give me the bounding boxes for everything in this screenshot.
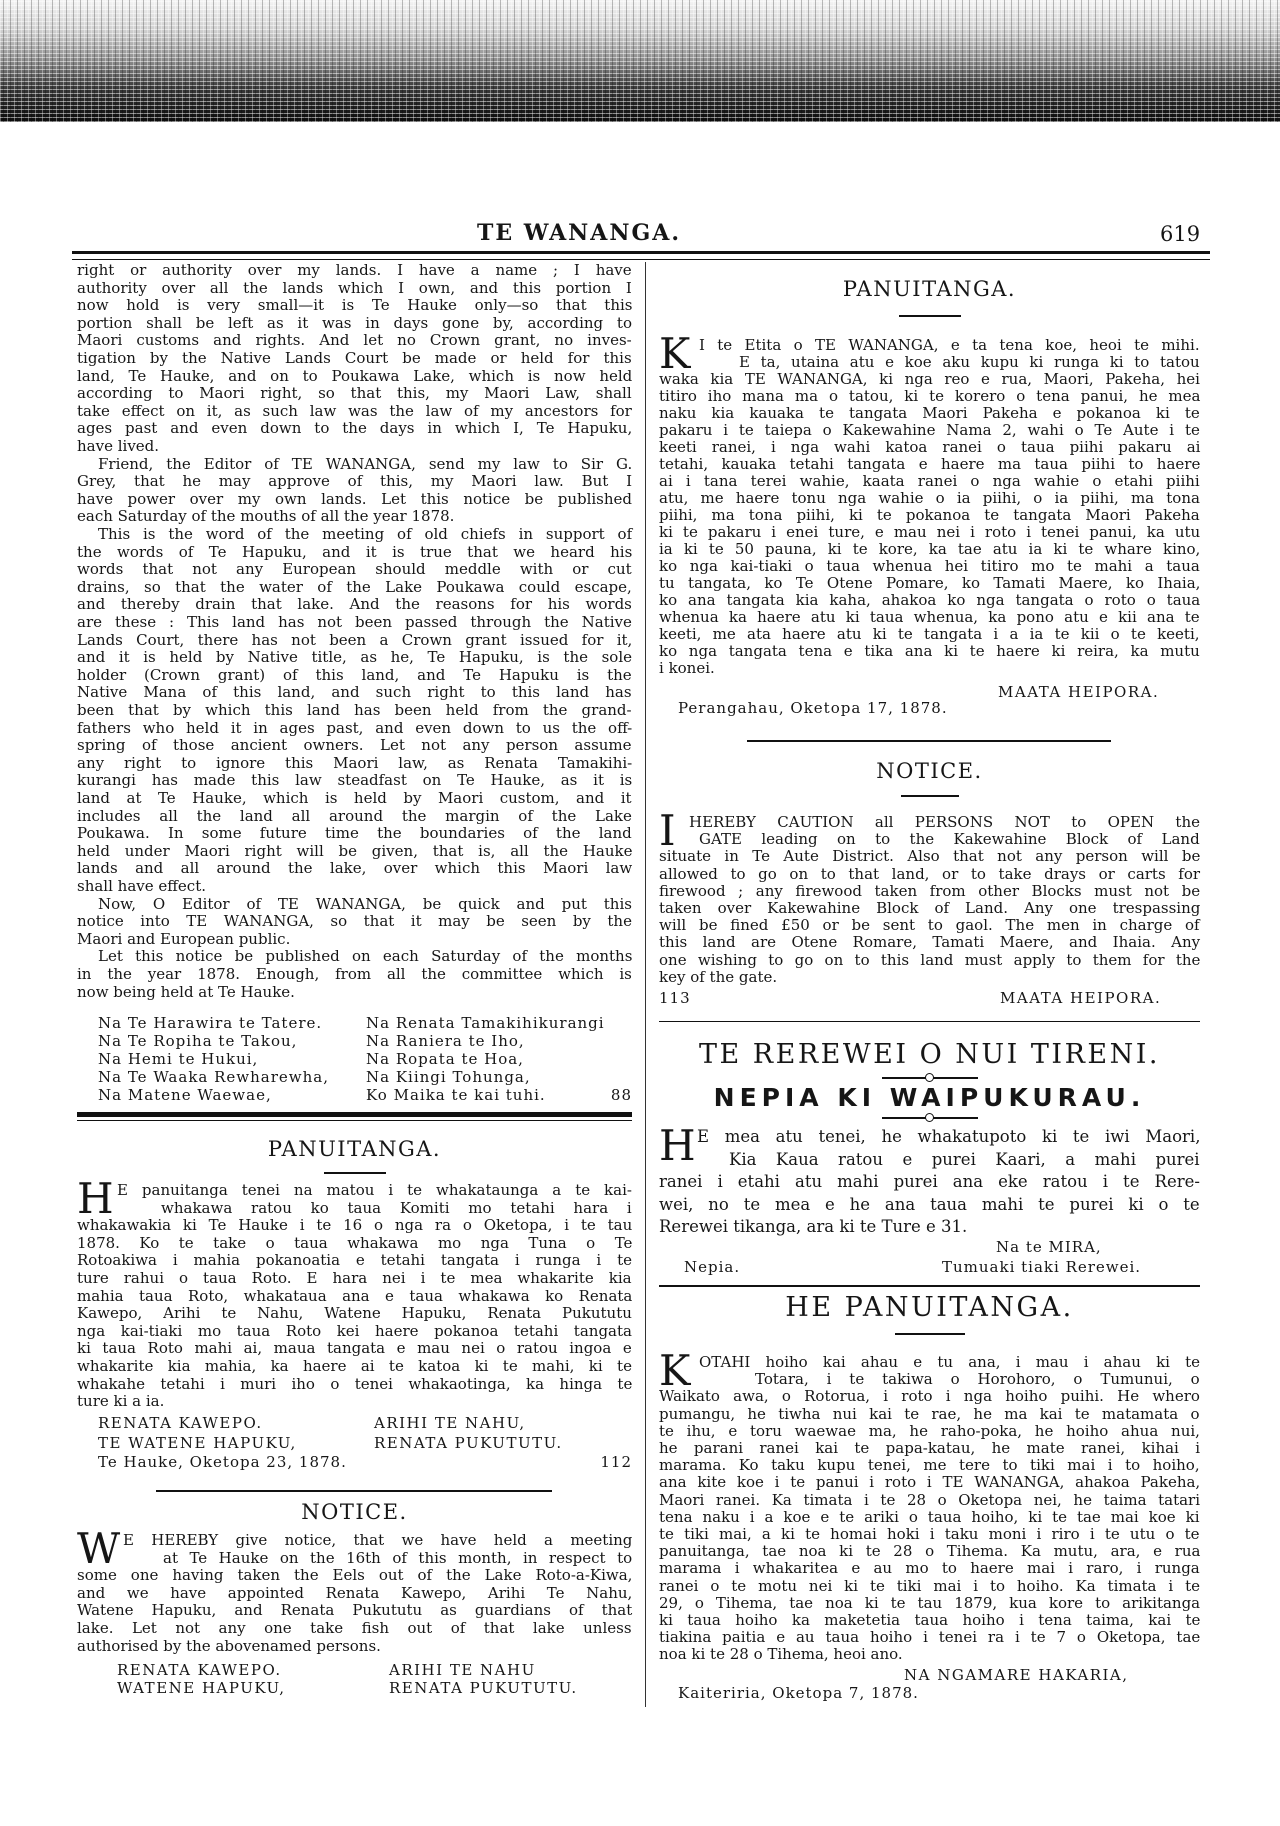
signature-name: Na Hemi te Hukui, bbox=[98, 1050, 259, 1068]
text-line-content: each Saturday of the mouths of all the year 1878. bbox=[77, 507, 455, 526]
text-line-content: portion shall be left as it was in days gone by, according to bbox=[77, 313, 632, 332]
text-line bbox=[729, 1150, 1200, 1170]
text-line-content: ki taua Roto mahi ai, maua tangata e mau nei o ratou ingoa e bbox=[77, 1339, 632, 1358]
text-line-content: GATE leading on to the Kakewahine Block of Land bbox=[699, 830, 1200, 849]
text-line-content: OTAHI hoiho kai ahau e tu ana, i mau i ahau ki te bbox=[699, 1353, 1201, 1371]
text-line-content: in the year 1878. Enough, from all the committee which is bbox=[77, 965, 632, 983]
text-line-content: been that by which this land has been held from the grand- bbox=[77, 701, 632, 719]
signature-name: TE WATENE HAPUKU, bbox=[98, 1434, 297, 1452]
text-line-content: lands and all around the lake, over which this Maori law bbox=[77, 859, 633, 878]
signature-name: WATENE HAPUKU, bbox=[117, 1679, 286, 1697]
text-line-content: Kawepo, Arihi te Nahu, Watene Hapuku, Renata Pukututu bbox=[77, 1304, 632, 1323]
he-panuitanga-heading: HE PANUITANGA. bbox=[785, 1292, 1074, 1323]
place-date: Perangahau, Oketopa 17, 1878. bbox=[678, 699, 948, 717]
text-line-content: Grey, that he may approve of this, my Maori law. But I bbox=[77, 472, 633, 491]
signature-name: RENATA PUKUTUTU. bbox=[389, 1679, 578, 1697]
heading-underline bbox=[901, 795, 959, 797]
text-line-content: te tiki mai, a ki te homai hoki i taku moni i riro i te utu o te bbox=[659, 1525, 1200, 1543]
text-line-content: 1878. Ko te take o taua whakawa mo nga Tuna o Te bbox=[77, 1233, 633, 1252]
text-line-content: whakahe tetahi i muri iho o tenei whakaotinga, ka hinga te bbox=[77, 1374, 633, 1393]
text-line-content: lake. Let not any one take fish out of that lake unless bbox=[77, 1619, 632, 1637]
signature-name: Na Ropata te Hoa, bbox=[366, 1050, 524, 1068]
text-line-content: This is the word of the meeting of old chiefs in support of bbox=[98, 525, 633, 543]
text-line bbox=[697, 1127, 1200, 1147]
place-date: Kaiteriria, Oketopa 7, 1878. bbox=[678, 1684, 919, 1702]
text-line-content: right or authority over my lands. I have a name ; I have bbox=[77, 261, 632, 279]
signature-name: RENATA KAWEPO. bbox=[98, 1414, 263, 1432]
text-line-content: marama i whakaritea e au mo to haere mai i raro, i runga bbox=[659, 1559, 1200, 1578]
signature-name: Na Te Ropiha te Takou, bbox=[98, 1032, 298, 1050]
text-line-content: keeti ranei, i nga wahi katoa ranei o taua piihi pakaru ai bbox=[659, 438, 1201, 456]
section-rule bbox=[156, 1490, 552, 1492]
text-line-content: authorised by the abovenamed persons. bbox=[77, 1636, 381, 1655]
text-line-content: at Te Hauke on the 16th of this month, in respect to bbox=[163, 1548, 633, 1567]
signature-name: NA NGAMARE HAKARIA, bbox=[904, 1666, 1129, 1684]
text-line-content: tigation by the Native Lands Court be made or held for this bbox=[77, 349, 632, 367]
header-rule-thick bbox=[72, 251, 1210, 254]
text-line bbox=[77, 1636, 632, 1656]
text-line-content: he parani ranei kai te papa-katau, he mate ranei, kihai i bbox=[659, 1439, 1201, 1457]
ad-number: 88 bbox=[610, 1086, 632, 1104]
text-line-content: E panuitanga tenei na matou i te whakataunga a te kai- bbox=[117, 1181, 632, 1199]
text-line-content: Rerewei tikanga, ara ki te Ture e 31. bbox=[659, 1217, 968, 1236]
section-rule bbox=[659, 1285, 1200, 1287]
heading-underline bbox=[895, 1333, 965, 1335]
panuitanga-heading: PANUITANGA. bbox=[842, 277, 1017, 301]
text-line-content: Totara, i te takiwa o Horohoro, o Tumunui, o bbox=[755, 1370, 1200, 1389]
text-line-content: ia ki te 50 pauna, ki te kore, ka tae atu ia ki te whare kino, bbox=[659, 540, 1201, 558]
signature-name: RENATA KAWEPO. bbox=[117, 1661, 282, 1679]
signature-name: ARIHI TE NAHU, bbox=[374, 1414, 526, 1432]
text-line-content: situate in Te Aute District. Also that not any person will be bbox=[659, 847, 1201, 866]
section-rule-thin bbox=[77, 1120, 632, 1121]
text-line-content: taken over Kakewahine Block of Land. Any one trespassing bbox=[659, 899, 1201, 917]
signature-name: MAATA HEIPORA. bbox=[1000, 989, 1162, 1007]
text-line-content: Friend, the Editor of TE WANANGA, send my law to Sir G. bbox=[98, 454, 633, 473]
text-line-content: ages past and even down to the days in which I, Te Hapuku, bbox=[77, 419, 633, 438]
text-line-content: Lands Court, there has not been a Crown grant issued for it, bbox=[77, 630, 633, 649]
text-line-content: this land are Otene Romare, Tamati Maere, and Ihaia. Any bbox=[659, 933, 1201, 952]
text-line-content: noa ki te 28 o Tihema, heoi ano. bbox=[659, 1645, 903, 1664]
text-line-content: have lived. bbox=[77, 437, 160, 455]
text-line-content: keeti, me ata haere atu ki te tangata i a ia te kii o te keeti, bbox=[659, 625, 1200, 643]
signature-name: Na Renata Tamakihikurangi bbox=[366, 1014, 605, 1032]
text-line-content: shall have effect. bbox=[77, 877, 206, 895]
text-line-content: panuitanga, tae noa ki te 28 o Tihema. Ka mutu, ara, e rua bbox=[659, 1542, 1201, 1561]
text-line-content: Now, O Editor of TE WANANGA, be quick and put this bbox=[98, 894, 632, 913]
drop-cap: H bbox=[659, 1121, 696, 1170]
rerewei-subheading: NEPIA KI WAIPUKURAU. bbox=[713, 1083, 1146, 1112]
drop-cap: K bbox=[659, 329, 691, 378]
section-rule bbox=[747, 740, 1111, 742]
signature-name: MAATA HEIPORA. bbox=[998, 683, 1160, 701]
text-line-content: the words of Te Hapuku, and it is true that we heard his bbox=[77, 542, 633, 561]
ornament-circle bbox=[925, 1113, 934, 1122]
column-divider bbox=[645, 262, 646, 1707]
text-line-content: whakawakia ki Te Hauke i te 16 o nga ra o Oketopa, i te tau bbox=[77, 1216, 633, 1235]
text-line-content: now being held at Te Hauke. bbox=[77, 982, 295, 1001]
drop-cap: H bbox=[77, 1174, 114, 1223]
text-line-content: Watene Hapuku, and Renata Pukututu as guardians of that bbox=[77, 1601, 633, 1620]
text-line bbox=[659, 1217, 1200, 1237]
text-line-content: land at Te Hauke, which is held by Maori custom, and it bbox=[77, 789, 632, 807]
signature-name: RENATA PUKUTUTU. bbox=[374, 1434, 563, 1452]
text-line-content: key of the gate. bbox=[659, 967, 778, 986]
text-line bbox=[659, 1195, 1200, 1215]
heading-underline bbox=[899, 315, 961, 317]
ornament-rule bbox=[882, 1073, 978, 1082]
signature-name: Ko Maika te kai tuhi. bbox=[366, 1086, 546, 1104]
text-line-content: nga kai-tiaki mo taua Roto kei haere pokanoa tetahi tangata bbox=[77, 1321, 632, 1340]
text-line-content: tiakina paitia e au taua hoiho i tenei ra i te 7 o Oketopa, tae bbox=[659, 1628, 1201, 1647]
text-line-content: Maori ranei. Ka timata i te 28 o Oketopa nei, he taima tatari bbox=[659, 1490, 1201, 1509]
text-line-content: some one having taken the Eels out of the Lake Roto-a-Kiwa, bbox=[77, 1566, 633, 1585]
text-line-content: held under Maori right will be given, that is, all the Hauke bbox=[77, 841, 633, 860]
text-line-content: E ta, utaina atu e koe aku kupu ki runga ki to tatou bbox=[739, 353, 1200, 371]
text-line-content: pumangu, he tiwha nui kai te rae, he ma kai te matamata o bbox=[659, 1404, 1200, 1423]
text-line bbox=[77, 1391, 632, 1411]
panuitanga-heading: PANUITANGA. bbox=[267, 1137, 442, 1161]
text-line-content: tena naku i a koe e te ariki o taua hoiho, ki te tae mai koe ki bbox=[659, 1507, 1200, 1526]
text-line-content: atu, me haere tonu nga wahie o ia piihi, o ia piihi, ma tona bbox=[659, 489, 1200, 507]
drop-cap: I bbox=[659, 806, 676, 855]
text-line-content: according to Maori right, so that this, my Maori Law, shall bbox=[77, 384, 632, 403]
signature-name: Na Matene Waewae, bbox=[98, 1086, 272, 1104]
text-line-content: whakawa ratou ko taua Komiti mo tetahi hara i bbox=[161, 1198, 632, 1217]
text-line-content: and it is held by Native title, as he, Te Hapuku, is the sole bbox=[77, 648, 632, 667]
text-line-content: whakarite kia mahia, ka haere ai te katoa ki te mahi, ki te bbox=[77, 1357, 632, 1375]
text-line-content: authority over all the lands which I own, and this portion I bbox=[77, 278, 632, 297]
text-line-content: 29, o Tihema, tae noa ki te tau 1879, kua kore to arikitanga bbox=[659, 1593, 1201, 1612]
page-number: 619 bbox=[1160, 222, 1201, 246]
text-line-content: tu tangata, ko Te Otene Pomare, ko Tamati Maere, ko Ihaia, bbox=[659, 574, 1201, 592]
text-line-content: E mea atu tenei, he whakatupoto ki te iwi Maori, bbox=[697, 1127, 1201, 1146]
text-line-content: titiro iho mana ma o tatou, ki te korero o tena panui, he mea bbox=[659, 387, 1201, 405]
text-line-content: ko nga kai-tiaki o taua whenua hei titiro mo te mahi a taua bbox=[659, 557, 1200, 575]
notice-heading: NOTICE. bbox=[301, 1500, 408, 1524]
text-line-content: E HEREBY give notice, that we have held a meeting bbox=[123, 1531, 633, 1549]
ornament-rule bbox=[882, 1113, 978, 1122]
text-line-content: Poukawa. In some future time the boundaries of the land bbox=[77, 824, 632, 843]
text-line-content: ki taua hoiho ka maketetia taua hoiho i tena taima, kai te bbox=[659, 1611, 1201, 1629]
ad-number: 113 bbox=[659, 989, 691, 1007]
text-line-content: notice into TE WANANGA, so that it may be seen by the bbox=[77, 912, 632, 931]
section-rule-thick bbox=[77, 1112, 632, 1117]
rerewei-heading: TE REREWEI O NUI TIRENI. bbox=[698, 1039, 1161, 1070]
text-line-content: te ihu, e toru waewae ma, he raho-poka, he hoiho ahua nui, bbox=[659, 1421, 1200, 1440]
text-line bbox=[77, 982, 632, 1002]
text-line-content: mahia taua Roto, whakataua ana e taua whakawa ko Renata bbox=[77, 1286, 633, 1305]
text-line-content: naku kia kauaka te tangata Maori Pakeha e pokanoa ki te bbox=[659, 404, 1200, 422]
text-line-content: i konei. bbox=[659, 659, 715, 677]
text-line-content: Kia Kaua ratou e purei Kaari, a mahi purei bbox=[729, 1149, 1200, 1169]
text-line-content: take effect on it, as such law was the law of my ancestors for bbox=[77, 401, 632, 420]
text-line-content: spring of those ancient owners. Let not any person assume bbox=[77, 736, 632, 755]
text-line-content: ko nga tangata tena e tika ana ki te haere ki reira, ka mutu bbox=[659, 642, 1200, 660]
text-line-content: whenua ka haere atu ki taua whenua, ka pono atu e kii ana te bbox=[659, 608, 1200, 626]
text-line-content: Rotoakiwa i mahia pokanoatia e tetahi tangata i runga i te bbox=[77, 1251, 633, 1270]
text-line bbox=[659, 1644, 1200, 1664]
text-line-content: now hold is very small—it is Te Hauke only—so that this bbox=[77, 296, 633, 315]
text-line-content: allowed to go on to that land, or to take drays or carts for bbox=[659, 864, 1201, 883]
text-line-content: marama. Ko taku kupu tenei, me tere to tiki mai i to hoiho, bbox=[659, 1456, 1200, 1475]
notice-heading: NOTICE. bbox=[876, 759, 983, 783]
text-line-content: one wishing to go on to this land must apply to them for the bbox=[659, 950, 1201, 969]
text-line-content: ture rahui o taua Roto. E hara nei i te mea whakarite kia bbox=[77, 1269, 632, 1287]
text-line-content: Native Mana of this land, and such right to this land has bbox=[77, 683, 632, 702]
text-line-content: Maori and European public. bbox=[77, 929, 291, 948]
text-line-content: any right to ignore this Maori law, as Renata Tamakihi- bbox=[77, 753, 633, 772]
signature-name: ARIHI TE NAHU bbox=[389, 1661, 536, 1679]
text-line-content: ranei i etahi atu mahi purei ana eke ratou i te Rere- bbox=[659, 1172, 1200, 1191]
text-line-content: tetahi, kauaka tetahi tangata e haere ma taua piihi to haere bbox=[659, 455, 1201, 473]
text-line bbox=[659, 1172, 1200, 1192]
text-line bbox=[659, 658, 1200, 678]
text-line-content: ko ana tangata kia kaha, ahakoa ko nga tangata o roto o taua bbox=[659, 591, 1201, 609]
signature-name: Na Te Waaka Rewharewha, bbox=[98, 1068, 329, 1086]
signature-name: Na Raniera te Iho, bbox=[366, 1032, 525, 1050]
ad-number: 112 bbox=[600, 1453, 632, 1471]
ornament-circle bbox=[925, 1073, 934, 1082]
signature-title: Tumuaki tiaki Rerewei. bbox=[942, 1258, 1142, 1276]
text-line-content: wei, no te mea e he ana taua mahi te purei ki o te bbox=[659, 1194, 1200, 1214]
text-line-content: ture ki a ia. bbox=[77, 1392, 165, 1411]
text-line-content: I te Etita o TE WANANGA, e ta tena koe, heoi te mihi. bbox=[699, 336, 1200, 354]
scan-noise-band bbox=[0, 0, 1280, 122]
drop-cap: W bbox=[77, 1524, 121, 1573]
text-line-content: ai i tana terei wahie, kaata ranei o nga wahie o etahi piihi bbox=[659, 472, 1200, 490]
text-line-content: drains, so that the water of the Lake Poukawa could escape, bbox=[77, 577, 632, 596]
text-line-content: words that not any European should meddle with or cut bbox=[77, 560, 632, 579]
text-line-content: kurangi has made this law steadfast on Te Hauke, as it is bbox=[77, 771, 633, 790]
signature-name: Na Kiingi Tohunga, bbox=[366, 1068, 531, 1086]
text-line-content: ana kite koe i te panui i roto i TE WANANGA, ahakoa Pakeha, bbox=[659, 1473, 1201, 1492]
place: Nepia. bbox=[684, 1258, 741, 1276]
text-line-content: piihi, ma tona piihi, ki te pokanoa te tangata Maori Pakeha bbox=[659, 506, 1200, 524]
masthead-title: TE WANANGA. bbox=[477, 220, 681, 246]
text-line-content: fathers who held it in ages past, and even down to us the off- bbox=[77, 718, 633, 737]
text-line-content: includes all the land all around the margin of the Lake bbox=[77, 806, 632, 825]
text-line-content: ranei o te motu nei ki te tiki mai i to hoiho. Ka timata i te bbox=[659, 1576, 1201, 1595]
text-line-content: Waikato awa, o Rotorua, i roto i nga hoiho puihi. He whero bbox=[659, 1387, 1200, 1406]
text-line-content: are these : This land has not been passed through the Native bbox=[77, 613, 632, 631]
signature-name: Na te MIRA, bbox=[996, 1238, 1102, 1256]
text-line-content: have power over my own lands. Let this notice be published bbox=[77, 489, 633, 508]
section-rule bbox=[659, 1021, 1200, 1022]
text-line-content: holder (Crown grant) of this land, and Te Hapuku is the bbox=[77, 665, 632, 684]
text-line-content: firewood ; any firewood taken from other Blocks must not be bbox=[659, 881, 1201, 900]
text-line-content: ki te pakaru i enei ture, e mau nei i roto i tenei panui, ka utu bbox=[659, 523, 1201, 541]
text-line-content: pakaru i te taiepa o Kakewahine Nama 2, wahi o Te Aute i te bbox=[659, 421, 1200, 439]
signature-name: Na Te Harawira te Tatere. bbox=[98, 1014, 323, 1032]
text-line-content: Let this notice be published on each Saturday of the months bbox=[98, 947, 633, 966]
text-line-content: Maori customs and rights. And let no Crown grant, no inves- bbox=[77, 331, 632, 350]
text-line-content: will be fined £50 or be sent to gaol. The men in charge of bbox=[659, 916, 1200, 935]
text-line-content: land, Te Hauke, and on to Poukawa Lake, which is now held bbox=[77, 366, 633, 385]
heading-underline bbox=[324, 1172, 386, 1174]
text-line-content: HEREBY CAUTION all PERSONS NOT to OPEN the bbox=[689, 813, 1200, 831]
text-line bbox=[659, 967, 1200, 987]
place-date: Te Hauke, Oketopa 23, 1878. bbox=[98, 1453, 347, 1471]
drop-cap: K bbox=[659, 1346, 691, 1395]
text-line-content: and thereby drain that lake. And the reasons for his words bbox=[77, 595, 632, 614]
text-line-content: and we have appointed Renata Kawepo, Arihi Te Nahu, bbox=[77, 1583, 633, 1602]
text-line-content: waka kia TE WANANGA, ki nga reo e rua, Maori, Pakeha, hei bbox=[659, 370, 1200, 388]
